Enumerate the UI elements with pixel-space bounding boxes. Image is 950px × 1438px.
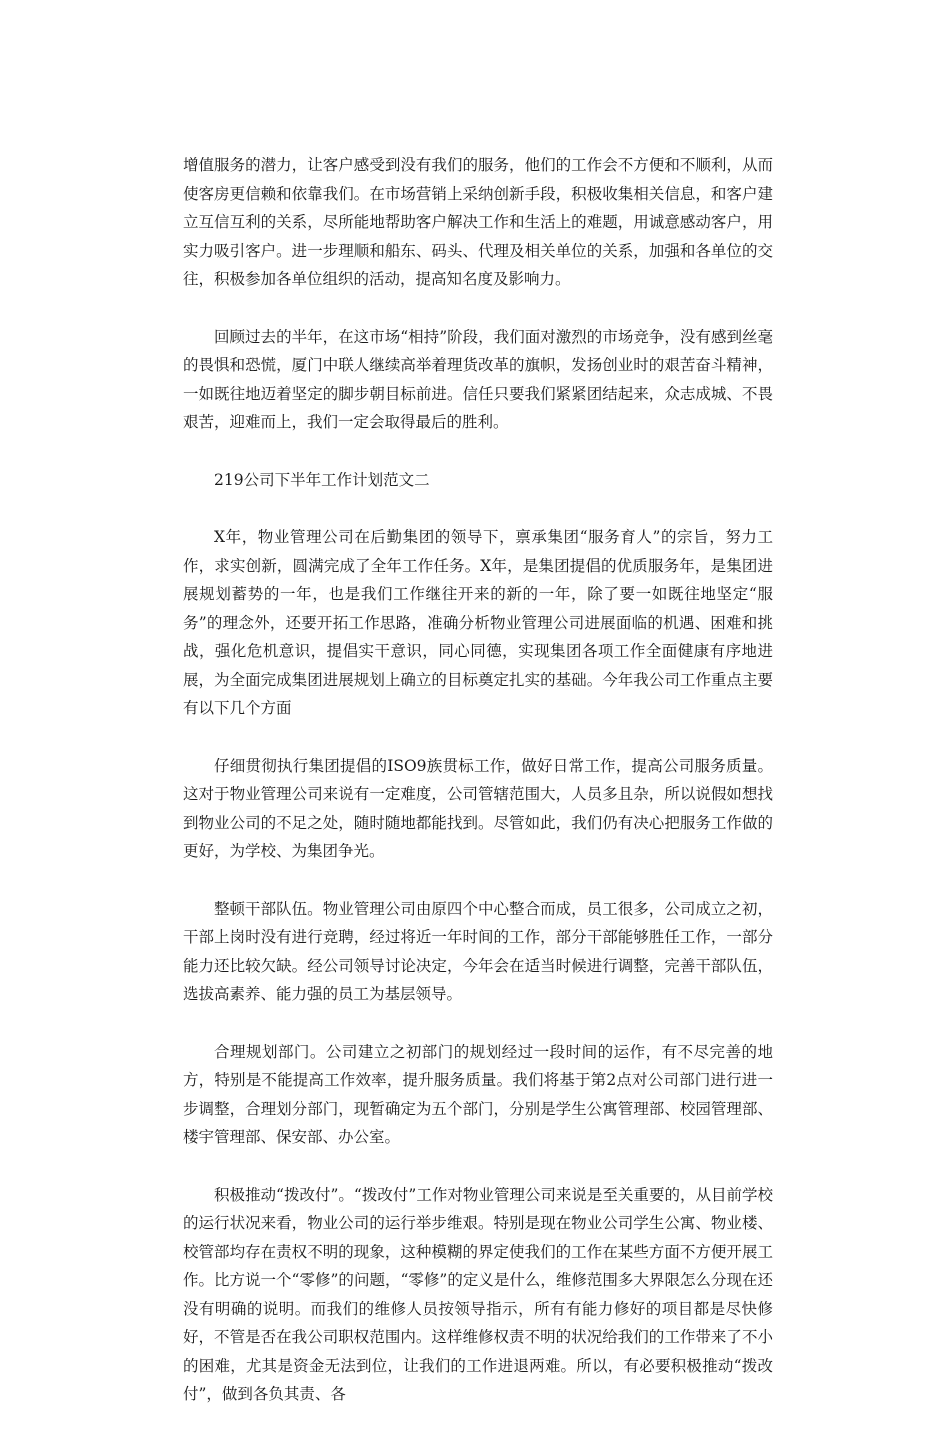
paragraph-iso9-standard: 仔细贯彻执行集团提倡的ISO9族贯标工作，做好日常工作，提高公司服务质量。这对于物业管理公司来说有一定难度，公司管辖范围大，人员多且杂，所以说假如想找到物业公司的不足之处，随时随地都能找到。尽管如此，我们仍有决心把服务工作做的更好，为学校、为集团争光。 — [183, 756, 773, 860]
paragraph-cadre-team: 整顿干部队伍。物业管理公司由原四个中心整合而成，员工很多，公司成立之初，干部上岗时没有进行竞聘，经过将近一年时间的工作，部分干部能够胜任工作，一部分能力还比较欠缺。经公司领导讨论决定，今年会在适当时候进行调整，完善干部队伍，选拔高素养、能力强的员工为基层领导。 — [183, 899, 773, 1003]
paragraph-property-management-intro: X年，物业管理公司在后勤集团的领导下，禀承集团“服务育人”的宗旨，努力工作，求实创新，圆满完成了全年工作任务。X年，是集团提倡的优质服务年，是集团进展规划蓄势的一年，也是我们工作继往开来的新的一年，除了要一如既往地坚定“服务”的理念外，还要开拓工作思路，准确分析物业管理公司进展面临的机遇、困难和挑战，强化危机意识，提倡实干意识，同心同德，实现集团各项工作全面健康有序地进展，为全面完成集团进展规划上确立的目标奠定扎实的基础。今年我公司工作重点主要有以下几个方面 — [183, 528, 773, 717]
section-heading: 219公司下半年工作计划范文二 — [214, 470, 430, 489]
document-body — [183, 151, 773, 1438]
paragraph-bo-gai-fu: 积极推动“拨改付”。“拨改付”工作对物业管理公司来说是至关重要的，从目前学校的运行状况来看，物业公司的运行举步维艰。特别是现在物业公司学生公寓、物业楼、校管部均存在责权不明的现象，这种模糊的界定使我们的工作在某些方面不方便开展工作。比方说一个“零修”的问题，“零修”的定义是什么，维修范围多大界限怎么分现在还没有明确的说明。而我们的维修人员按领导指示，所有有能力修好的项目都是尽快修好，不管是否在我公司职权范围内。这样维修权责不明的状况给我们的工作带来了不小的困难，尤其是资金无法到位，让我们的工作进退两难。所以，有必要积极推动“拨改付”，做到各负其责、各 — [183, 1185, 773, 1403]
paragraph-department-planning: 合理规划部门。公司建立之初部门的规划经过一段时间的运作，有不尽完善的地方，特别是不能提高工作效率，提升服务质量。我们将基于第2点对公司部门进行进一步调整，合理划分部门，现暂确定为五个部门，分别是学生公寓管理部、校园管理部、楼宇管理部、保安部、办公室。 — [183, 1042, 773, 1146]
paragraph-value-added-service: 增值服务的潜力，让客户感受到没有我们的服务，他们的工作会不方便和不顺利，从而使客房更信赖和依靠我们。在市场营销上采纳创新手段，积极收集相关信息，和客户建立互信互利的关系，尽所能地帮助客户解决工作和生活上的难题，用诚意感动客户，用实力吸引客户。进一步理顺和船东、码头、代理及相关单位的关系，加强和各单位的交往，积极参加各单位组织的活动，提高知名度及影响力。 — [183, 156, 773, 288]
paragraph-review-half-year: 回顾过去的半年，在这市场“相持”阶段，我们面对激烈的市场竞争，没有感到丝毫的畏惧和恐慌，厦门中联人继续高举着理货改革的旗帜，发扬创业时的艰苦奋斗精神，一如既往地迈着坚定的脚步朝目标前进。信任只要我们紧紧团结起来，众志成城、不畏艰苦，迎难而上，我们一定会取得最后的胜利。 — [183, 327, 773, 431]
